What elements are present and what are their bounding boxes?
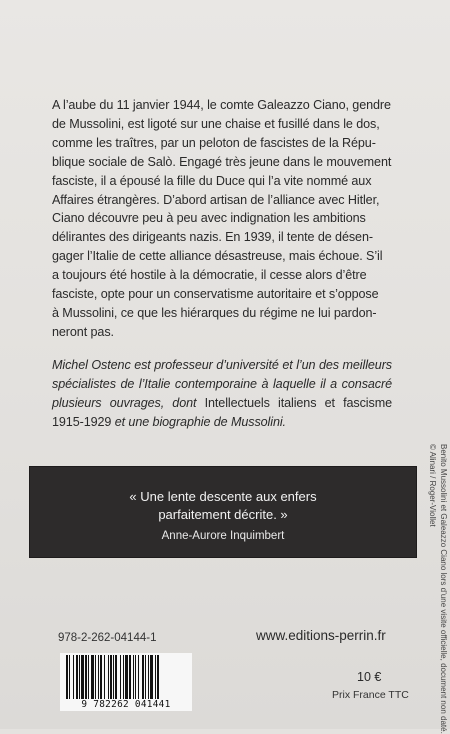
barcode-bar bbox=[157, 655, 159, 699]
barcode-bar bbox=[155, 655, 156, 699]
publisher-website: www.editions-perrin.fr bbox=[256, 628, 386, 643]
summary-line: Affaires étrangères. D’abord artisan de l’alliance avec Hitler, bbox=[52, 192, 380, 207]
barcode-bar bbox=[95, 655, 96, 699]
barcode-bar bbox=[108, 655, 109, 699]
barcode-bar bbox=[98, 655, 99, 699]
barcode-bar bbox=[148, 655, 149, 699]
barcode-bar bbox=[81, 655, 84, 699]
barcode-bars bbox=[64, 655, 188, 701]
barcode-bar bbox=[66, 655, 68, 699]
barcode-bar bbox=[85, 655, 87, 699]
barcode-bar bbox=[110, 655, 112, 699]
author-bio-text-end: et une biographie de Mussolini. bbox=[111, 414, 286, 429]
barcode-digits: 9 782262 041441 bbox=[60, 699, 192, 710]
book-summary bbox=[52, 96, 392, 342]
barcode-bar bbox=[104, 655, 105, 699]
barcode-bar bbox=[138, 655, 139, 699]
photo-caption: Benito Mussolini et Galeazzo Ciano lors d’une visite officielle, document non daté. bbox=[439, 444, 448, 734]
summary-line: neront pas. bbox=[52, 324, 114, 339]
barcode bbox=[60, 653, 192, 711]
summary-line: blique sociale de Salò. Engagé très jeune dans le mouvement bbox=[52, 154, 392, 169]
barcode-bar bbox=[91, 655, 94, 699]
barcode-bar bbox=[76, 655, 78, 699]
barcode-bar bbox=[135, 655, 136, 699]
barcode-bar bbox=[73, 655, 74, 699]
press-quote-line: parfaitement décrite. » bbox=[158, 507, 288, 522]
barcode-bar bbox=[113, 655, 114, 699]
summary-line: comme les traîtres, par un peloton de fascistes de la Répu- bbox=[52, 135, 376, 150]
price: 10 € bbox=[357, 670, 382, 684]
author-book-title: Intellectuels italiens et fascisme 1915-1929 bbox=[52, 395, 392, 429]
barcode-bar bbox=[100, 655, 102, 699]
summary-line: à Mussolini, ce que les hiérarques du régime ne lui pardon- bbox=[52, 305, 377, 320]
barcode-bar bbox=[150, 655, 153, 699]
summary-line: A l’aube du 11 janvier 1944, le comte Galeazzo Ciano, gendre bbox=[52, 98, 391, 112]
press-quote-line: « Une lente descente aux enfers bbox=[129, 489, 317, 504]
photo-credit bbox=[421, 444, 449, 734]
author-bio bbox=[52, 356, 392, 432]
barcode-bar bbox=[123, 655, 124, 699]
press-quote-box bbox=[30, 467, 416, 557]
barcode-bar bbox=[133, 655, 134, 699]
summary-line: fasciste, opte pour un conservatisme autoritaire et s’oppose bbox=[52, 287, 379, 302]
barcode-bar bbox=[69, 655, 70, 699]
price-note: Prix France TTC bbox=[332, 689, 409, 701]
barcode-bar bbox=[129, 655, 131, 699]
summary-line: de Mussolini, est ligoté sur une chaise et fusillé dans le dos, bbox=[52, 116, 380, 131]
barcode-bar bbox=[115, 655, 117, 699]
summary-line: fasciste, il a épousé la fille du Duce qui l’a vite nommé aux bbox=[52, 173, 372, 188]
summary-line: gager l’Italie de cette alliance désastreuse, mais échoue. S’il bbox=[52, 249, 383, 264]
barcode-bar bbox=[88, 655, 89, 699]
summary-line: a toujours été hostile à la démocratie, il cesse alors d’être bbox=[52, 268, 367, 283]
summary-line: Ciano découvre peu à peu avec indignation les ambitions bbox=[52, 211, 366, 226]
press-quote-attribution: Anne-Aurore Inquimbert bbox=[161, 530, 285, 542]
barcode-bar bbox=[79, 655, 80, 699]
photo-copyright: © Alinari / Roger-Viollet bbox=[428, 444, 437, 527]
barcode-bar bbox=[125, 655, 128, 699]
barcode-bar bbox=[145, 655, 146, 699]
summary-line: délirantes des dirigeants nazis. En 1939, il tente de désen- bbox=[52, 230, 373, 245]
author-bio-text: Michel Ostenc est professeur d’université et l’un des meilleurs spécialistes de l’Italie contemporaine à laquelle il a consacré plusieurs ouvrages, dont bbox=[52, 358, 392, 410]
barcode-bar bbox=[120, 655, 121, 699]
isbn-number: 978-2-262-04144-1 bbox=[58, 632, 157, 644]
barcode-bar bbox=[142, 655, 144, 699]
